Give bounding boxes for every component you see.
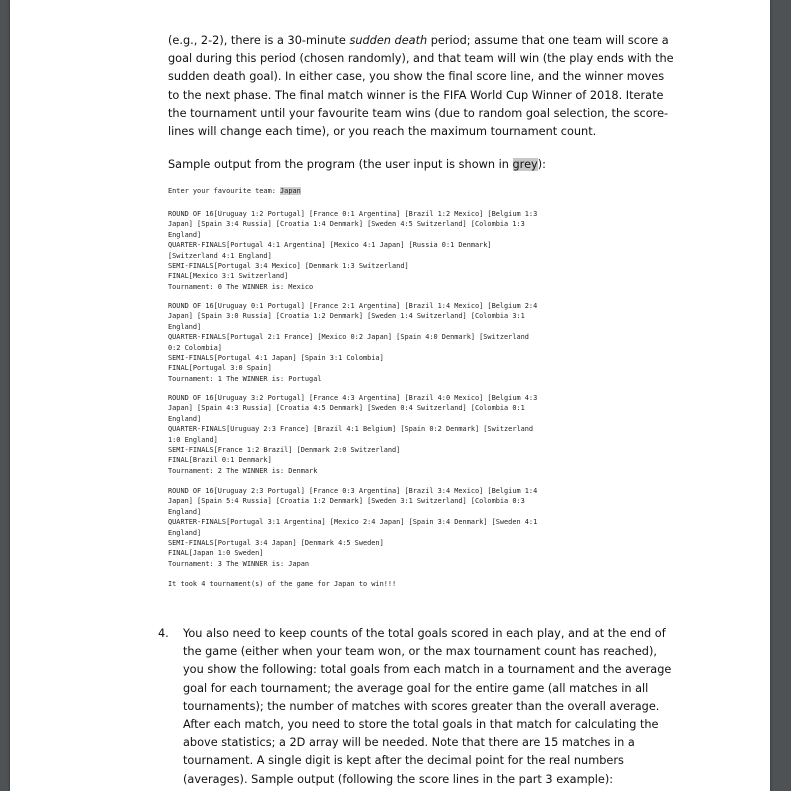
output-line: 1:0 England] xyxy=(168,435,218,444)
output-line: SEMI-FINALS[Portugal 3:4 Japan] [Denmark 4:5 Sweden] xyxy=(168,539,384,548)
intro-paragraph xyxy=(168,32,678,141)
output-line: FINAL[Japan 1:0 Sweden] xyxy=(168,549,264,558)
output-line: Tournament: 2 The WINNER is: Denmark xyxy=(168,466,318,475)
grey-highlight: grey xyxy=(512,158,538,171)
sample-output-label: Sample output from the program (the user input is shown in grey): xyxy=(168,158,546,171)
output-line: ROUND OF 16[Uruguay 2:3 Portugal] [France 0:3 Argentina] [Brazil 3:4 Mexico] [Belgium 1:4 xyxy=(168,487,538,495)
output-line: England] xyxy=(168,322,202,331)
output-line: Japan] [Spain 4:3 Russia] [Croatia 4:5 Denmark] [Sweden 0:4 Switzerland] [Colombia 0:1 xyxy=(168,404,525,413)
output-line: QUARTER-FINALS[Portugal 4:1 Argentina] [Mexico 4:1 Japan] [Russia 0:1 Denmark] xyxy=(168,241,492,250)
document-page xyxy=(10,0,770,791)
output-line: [Switzerland 4:1 England] xyxy=(168,251,272,260)
output-line: FINAL[Portugal 3:0 Spain] xyxy=(168,364,272,373)
tournament-block-0 xyxy=(168,209,688,292)
output-line: ROUND OF 16[Uruguay 1:2 Portugal] [France 0:1 Argentina] [Brazil 1:2 Mexico] [Belgium 1:3 xyxy=(168,210,538,218)
output-line: SEMI-FINALS[France 1:2 Brazil] [Denmark 2:0 Switzerland] xyxy=(168,446,401,455)
output-line: Tournament: 1 The WINNER is: Portugal xyxy=(168,374,322,383)
output-line: Japan] [Spain 3:0 Russia] [Croatia 1:2 Denmark] [Sweden 1:4 Switzerland] [Colombia 3:1 xyxy=(168,312,525,321)
output-line: 0:2 Colombia] xyxy=(168,343,222,352)
output-line: ROUND OF 16[Uruguay 0:1 Portugal] [France 2:1 Argentina] [Brazil 1:4 Mexico] [Belgium 2:4 xyxy=(168,302,538,310)
output-line: SEMI-FINALS[Portugal 4:1 Japan] [Spain 3:1 Colombia] xyxy=(168,354,384,363)
intro-text-2: period; assume that one team will score a goal during this period (chosen randomly), and that team will win (the play ends with the sudden death goal). In either case, you show the final score line, and the winner moves to the next phase. The final match winner is the FIFA World Cup Winner of 2018. Iterate the tournament until your favourite team wins (due to random goal selection, the score-lines will change each time), or you reach the maximum tournament count. xyxy=(168,34,674,139)
output-line: ROUND OF 16[Uruguay 3:2 Portugal] [France 4:3 Argentina] [Brazil 4:0 Mexico] [Belgium 4:3 xyxy=(168,394,538,402)
output-line: Japan] [Spain 5:4 Russia] [Croatia 1:2 Denmark] [Sweden 3:1 Switzerland] [Colombia 0:3 xyxy=(168,497,525,506)
output-line: QUARTER-FINALS[Uruguay 2:3 France] [Brazil 4:1 Belgium] [Spain 0:2 Denmark] [Switzerland xyxy=(168,425,534,434)
final-result-line: It took 4 tournament(s) of the game for Japan to win!!! xyxy=(168,580,397,588)
prompt-line xyxy=(168,186,688,196)
output-line: England] xyxy=(168,414,202,423)
list-number: 4. xyxy=(158,627,169,640)
intro-text-1: (e.g., 2-2), there is a 30-minute xyxy=(168,34,350,47)
output-line: QUARTER-FINALS[Portugal 2:1 France] [Mexico 0:2 Japan] [Spain 4:0 Denmark] [Switzerland xyxy=(168,333,529,342)
output-line: Japan] [Spain 3:4 Russia] [Croatia 1:4 Denmark] [Sweden 4:5 Switzerland] [Colombia 1:3 xyxy=(168,220,525,229)
tournament-block-1 xyxy=(168,301,688,384)
output-line: England] xyxy=(168,507,202,516)
output-line: FINAL[Brazil 0:1 Denmark] xyxy=(168,456,272,465)
tournament-block-2 xyxy=(168,393,688,476)
tournament-block-3 xyxy=(168,486,688,569)
prompt-input: Japan xyxy=(280,187,301,195)
output-line: England] xyxy=(168,230,202,239)
list-item-4 xyxy=(158,625,680,789)
output-line: QUARTER-FINALS[Portugal 3:1 Argentina] [Mexico 2:4 Japan] [Spain 3:4 Denmark] [Sweden 4:1 xyxy=(168,518,538,527)
intro-italic: sudden death xyxy=(349,34,428,47)
output-line: SEMI-FINALS[Portugal 3:4 Mexico] [Denmark 1:3 Switzerland] xyxy=(168,262,409,271)
list-item-text: You also need to keep counts of the total goals scored in each play, and at the end of the game (either when your team won, or the max tournament count has reached), you show the following: total goals from each match in a tournament and the average goal for each tournament; the average goal for the entire game (all matches in all tournaments); the number of matches with scores greater than the overall average. After each match, you need to store the total goals in that match for calculating the above statistics; a 2D array will be needed. Note that there are 15 matches in a tournament. A single digit is kept after the decimal point for the real numbers (averages). Sample output (following the score lines in the part 3 example): xyxy=(183,627,672,786)
output-line: Tournament: 0 The WINNER is: Mexico xyxy=(168,282,314,291)
output-line: Tournament: 3 The WINNER is: Japan xyxy=(168,559,310,568)
output-line: FINAL[Mexico 3:1 Switzerland] xyxy=(168,272,289,281)
prompt-label: Enter your favourite team: xyxy=(168,187,281,195)
output-line: England] xyxy=(168,528,202,537)
